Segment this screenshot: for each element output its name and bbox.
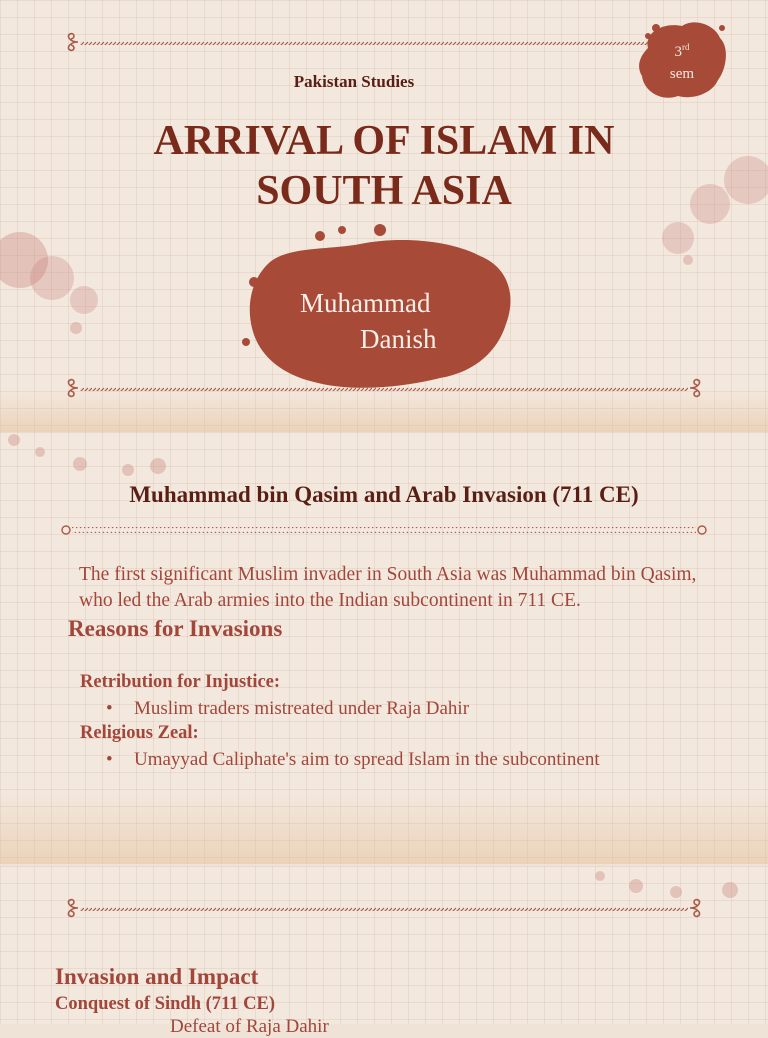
semester-number: 3 [674, 44, 682, 60]
page-title: ARRIVAL OF ISLAM IN SOUTH ASIA [153, 118, 615, 214]
author-first-name: Muhammad [300, 288, 431, 318]
course-subtitle: Pakistan Studies [293, 72, 415, 91]
conquest-subheading: Conquest of Sindh (711 CE) [55, 994, 276, 1014]
reason-bullet [106, 749, 600, 771]
title-slide [0, 0, 768, 432]
top-divider [60, 32, 708, 52]
reason-bullet [106, 698, 469, 720]
reasons-heading: Reasons for Invasions [68, 616, 283, 641]
author-last-name: Danish [360, 324, 437, 354]
bullet-icon: • [106, 698, 113, 719]
semester-word: sem [669, 66, 695, 82]
bullet-icon: • [106, 749, 113, 770]
top-divider [60, 898, 708, 918]
bottom-divider [60, 378, 708, 398]
reason-title: Religious Zeal: [80, 723, 199, 743]
heading-divider [60, 522, 708, 538]
reason-bullet-text: Muslim traders mistreated under Raja Dahir [134, 698, 470, 719]
impact-heading: Invasion and Impact [55, 964, 259, 989]
content-slide [0, 432, 768, 864]
cut-off-line: Defeat of Raja Dahir [170, 1016, 329, 1037]
section-heading: Muhammad bin Qasim and Arab Invasion (711 CE) [129, 482, 639, 507]
semester-label [634, 36, 730, 85]
semester-suffix: rd [682, 42, 690, 52]
intro-paragraph: The first significant Muslim invader in South Asia was Muhammad bin Qasim, who led the Arab armies into the Indian subcontinent in 711 CE. [79, 564, 697, 611]
reason-bullet-text: Umayyad Caliphate's aim to spread Islam in the subcontinent [134, 749, 600, 770]
stain-left-decoration [0, 220, 110, 340]
stain-top-decoration [0, 432, 180, 482]
reason-title: Retribution for Injustice: [80, 672, 281, 692]
impact-slide [0, 866, 768, 1037]
bottom-wash [0, 792, 768, 864]
